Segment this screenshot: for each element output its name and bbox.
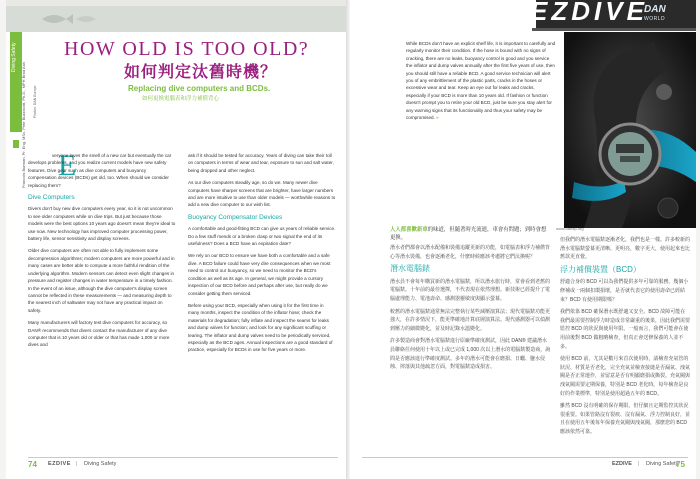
right-footer bbox=[362, 457, 688, 467]
footer-magazine-name: EZDIVE bbox=[48, 461, 71, 467]
footer-section: Diving Safety bbox=[646, 461, 679, 467]
paragraph: 許多製造商會對潛水電腦錶進行原廠準確度測試，因此 DAN® 建議潛水員聯絡任何使用十年以上或已完成 1,000 次以上潛水的電腦錶製造商，詢問是否應該進行準確度測試。多年的潛水可能會在磨損、日曬、鹽水侵蝕、摔落與其他疏忽方面，對電腦錶造成損害。 bbox=[390, 338, 551, 371]
photo-caption: www.danap.org bbox=[556, 226, 584, 231]
paragraph: ask if it should be tested for accuracy. Years of diving can take their toll on computers in terms of wear and tear, exposure to sun and salt water, being dropped and other neglect. bbox=[188, 153, 334, 173]
heading-bcd: Buoyancy Compensator Devices bbox=[188, 213, 283, 221]
dan-logo-sub: WORLD bbox=[644, 16, 666, 22]
dan-logo bbox=[644, 6, 666, 23]
dan-logo-text: DAN bbox=[644, 4, 666, 15]
right-column-chinese-1 bbox=[390, 244, 552, 464]
title-chinese: 如何判定汰舊時機？ bbox=[124, 62, 278, 81]
paragraph: Older dive computers are often not able to fully implement some decompression algorithms; modern computers are more powerful and in many cases are better able to compute a more faithful rendition of the underlying algorithm. Modern sensors can detect even slight changes in pressure and register changes in water temperature in a timely fashion. In the event of an issue, although the dive computer's display screen cannot be reflected in these measurements — and measuring depth to the nearest inch of saltwater may not have any practical impact on safety. bbox=[28, 248, 175, 313]
lead-paragraph: veryone loves the smell of a new car but eventually the car develops problems, and you realize current models have new safety features. Dive gear such as dive computers and buoyancy compensation devices (BCDs) get old, too. When should we consider replacing them? bbox=[28, 153, 172, 188]
footer-separator: | bbox=[76, 461, 78, 467]
section-tab-label: Diving Safety bbox=[11, 42, 17, 72]
paragraph: Many manufacturers will factory test dive computers for accuracy, so DAN® recommends that divers contact the manufacturer of any dive computer that is 10 years old or older or that has made 1,000 or more dives and bbox=[28, 320, 170, 348]
paragraph: 雖然 BCD 沒有明確的保存期限，但仔細且定期監控其狀況很重要。如果管路沒有裂痕、沒有漏氣、浮力控制良好，並且在使用五年後每年保養充氣閥與洩氣閥，那麼您的 BCD 應該依然可靠。 bbox=[560, 403, 690, 435]
left-footer bbox=[28, 457, 338, 467]
paragraph: 潛水者們都會以潛水配備和裝備追蹤更新的功能，如電腦表和浮力補償背心等潛水裝備，也會逐漸老化，什麼時候應該考慮將它們汰換呢？ bbox=[390, 245, 551, 260]
paragraph: While BCDs don't have an explicit shelf life, it is important to carefully and regularly monitor their condition. If the hose is bound with no signs of cracking, there are no leaks, buoyancy control is good and you service the inflator and dump valves annually after the first five years of use, then you should still have a reliable BCD. A good service technician will alert you of any embrittlement of the plastic parts, cracks in the hoses or excessive wear and tear. Keep an eye out for leaks and cracks, especially if your BCD is more than 10 years old. If fashion or function doesn't prompt you to retire your old BCD, just be sure you stay alert for any warning signs that its functionality and thus your safety may be compromised. bbox=[406, 41, 556, 121]
heading-dive-computers: Dive Computers bbox=[28, 194, 75, 202]
right-column-chinese-2 bbox=[560, 236, 690, 466]
footer-section: Diving Safety bbox=[84, 461, 117, 467]
right-page bbox=[350, 0, 696, 479]
photo-credit-text: Photos: DAN Europe bbox=[33, 85, 37, 118]
footer-separator: | bbox=[638, 461, 640, 467]
paragraph: 潛水員不會每年購買新的潛水電腦錶，所以潛水旅行時，常會看到老舊的電腦錶。十年前的最佳選擇，不代表現在依然理想。新技術已經提升了電腦處理能力、電池壽命、感測器靈敏度與顯示螢幕。 bbox=[390, 278, 551, 302]
heading-dive-computers-zh: 潛水電腦錶 bbox=[390, 264, 430, 274]
subtitle-english: Replacing dive computers and BCDs. bbox=[128, 84, 271, 93]
author-byline bbox=[13, 62, 26, 340]
lead-rest: 的味道，但隨著時光流逝，車會有問題；到時會想更換。 bbox=[390, 227, 547, 241]
left-column-1 bbox=[28, 149, 176, 452]
heading-bcd-zh: 浮力補償裝置（BCD） bbox=[560, 264, 641, 274]
paragraph: 較舊的潛水電腦錶通常無法完整執行某些減壓演算法；現代電腦錶功能更強大，在許多情況下，能更準確地計算底層演算法。現代感測器可以偵測到壓力的細微變化，並及時記錄水溫變化。 bbox=[390, 308, 551, 332]
left-page bbox=[6, 0, 346, 479]
top-band bbox=[6, 6, 346, 32]
end-mark-icon: » bbox=[436, 115, 439, 121]
chinese-lead bbox=[390, 226, 548, 242]
page-number: 75 bbox=[676, 460, 685, 469]
fish-emblem-icon bbox=[40, 10, 100, 28]
paragraph: As our dive computers steadily age, so do we. Many newer dive computers have sharper screens that are brighter, have larger numbers and are more intuitive to use than older models — worthwhile reasons to add a new dive computer to our wish list. bbox=[188, 180, 336, 208]
paragraph: We rely on our BCD to ensure we have both a comfortable and a safe dive. A BCD failure could have very dire consequences when we most need to control our buoyancy, so we need to monitor the BCD's condition as well as its age. In general, we might provide a cursory inspection of our BCD before and perhaps after use, but really do we consider getting them serviced. bbox=[188, 253, 331, 296]
byline-marker bbox=[13, 140, 19, 148]
masthead-logo: EZDIVE bbox=[530, 0, 648, 26]
photo-credit bbox=[33, 40, 39, 120]
left-column-2 bbox=[188, 152, 336, 452]
drop-cap: E bbox=[58, 149, 77, 182]
right-column-english bbox=[406, 40, 556, 220]
paragraph: 使用 BCD 前，尤其是數月來首次使用時，請檢查充氣管的狀況、材質是否老化，完全充氣並檢查接縫是否漏氣、洩氣閥是否正常運作，並留意是否有明顯磨損或撕裂。充氣閥與洩氣閥需要定期保養，特別是 BCD 老化時。每年檢查是良好的作業標準，特別是使用超過五年的 BCD。 bbox=[560, 356, 690, 397]
paragraph: 我們依靠 BCD 確保潛水既舒適又安全。BCD 故障可能在我們最需要控制浮力時造成非常嚴重的後果，因此我們需要監控 BCD 的狀況與使用年限。一般而言，我們可能會在使用前後對 BCD 做粗略檢查，但真正會送修保養的人並不多。 bbox=[560, 309, 690, 350]
paragraph: 但我們的潛水電腦錶逐漸老化，我們也是一樣。許多較新的潛水電腦錶螢幕更清晰、更明亮，數字更大，使用起來也比舊款更直覺。 bbox=[560, 237, 690, 261]
dive-computer-photo bbox=[564, 32, 696, 228]
subtitle-chinese: 如何更換電腦表和浮力補償背心 bbox=[142, 96, 220, 102]
author-names: Francois Burman, Pr. Eng. MSc, Pete Buzzacott, Ph.D., MPH Brad Ash bbox=[21, 62, 26, 188]
paragraph: A comfortable and good-fitting BCD can give us years of reliable service. Do a few stuff mends or a broken clasp or two signal the end of its usefulness? Does a BCD have an expiration date? bbox=[188, 226, 336, 247]
dive-computer-image-icon bbox=[564, 32, 696, 228]
footer-magazine-name: EZDIVE bbox=[612, 461, 632, 467]
masthead-rule bbox=[532, 28, 696, 31]
paragraph: 舒適合身的 BCD 可以為我們提供多年可靠的服務。幾個小修補或一兩個扣環損壞，是否就代表它的使用壽命已經結束？BCD 有使用期限嗎？ bbox=[560, 279, 689, 303]
page-number: 74 bbox=[28, 460, 37, 469]
lead-highlight: 人人都喜歡新車 bbox=[390, 227, 428, 233]
title-english: HOW OLD IS TOO OLD? bbox=[64, 38, 310, 60]
paragraph: Divers don't buy new dive computers every year, so it is not uncommon to see older computers while on dive trips. But just because those models were the best options 10 years ago doesn't mean they're ideal to use now. New technology has improved computer processing power, battery life, sensor sensitivity and display screens. bbox=[28, 206, 176, 242]
paragraph: Before using your BCD, especially when using it for the first time in many months, inspect the condition of the inflator hose; check the materials for degradation; fully inflate and inspect the seams for leaks and dump valves for function; and look for any significant scuffing or tearing. The inflator and dump valves need to be periodically serviced, especially as the BCD ages. Annual inspections are a good standard of practice, especially for BCDs in use for five years or more. bbox=[188, 302, 333, 353]
